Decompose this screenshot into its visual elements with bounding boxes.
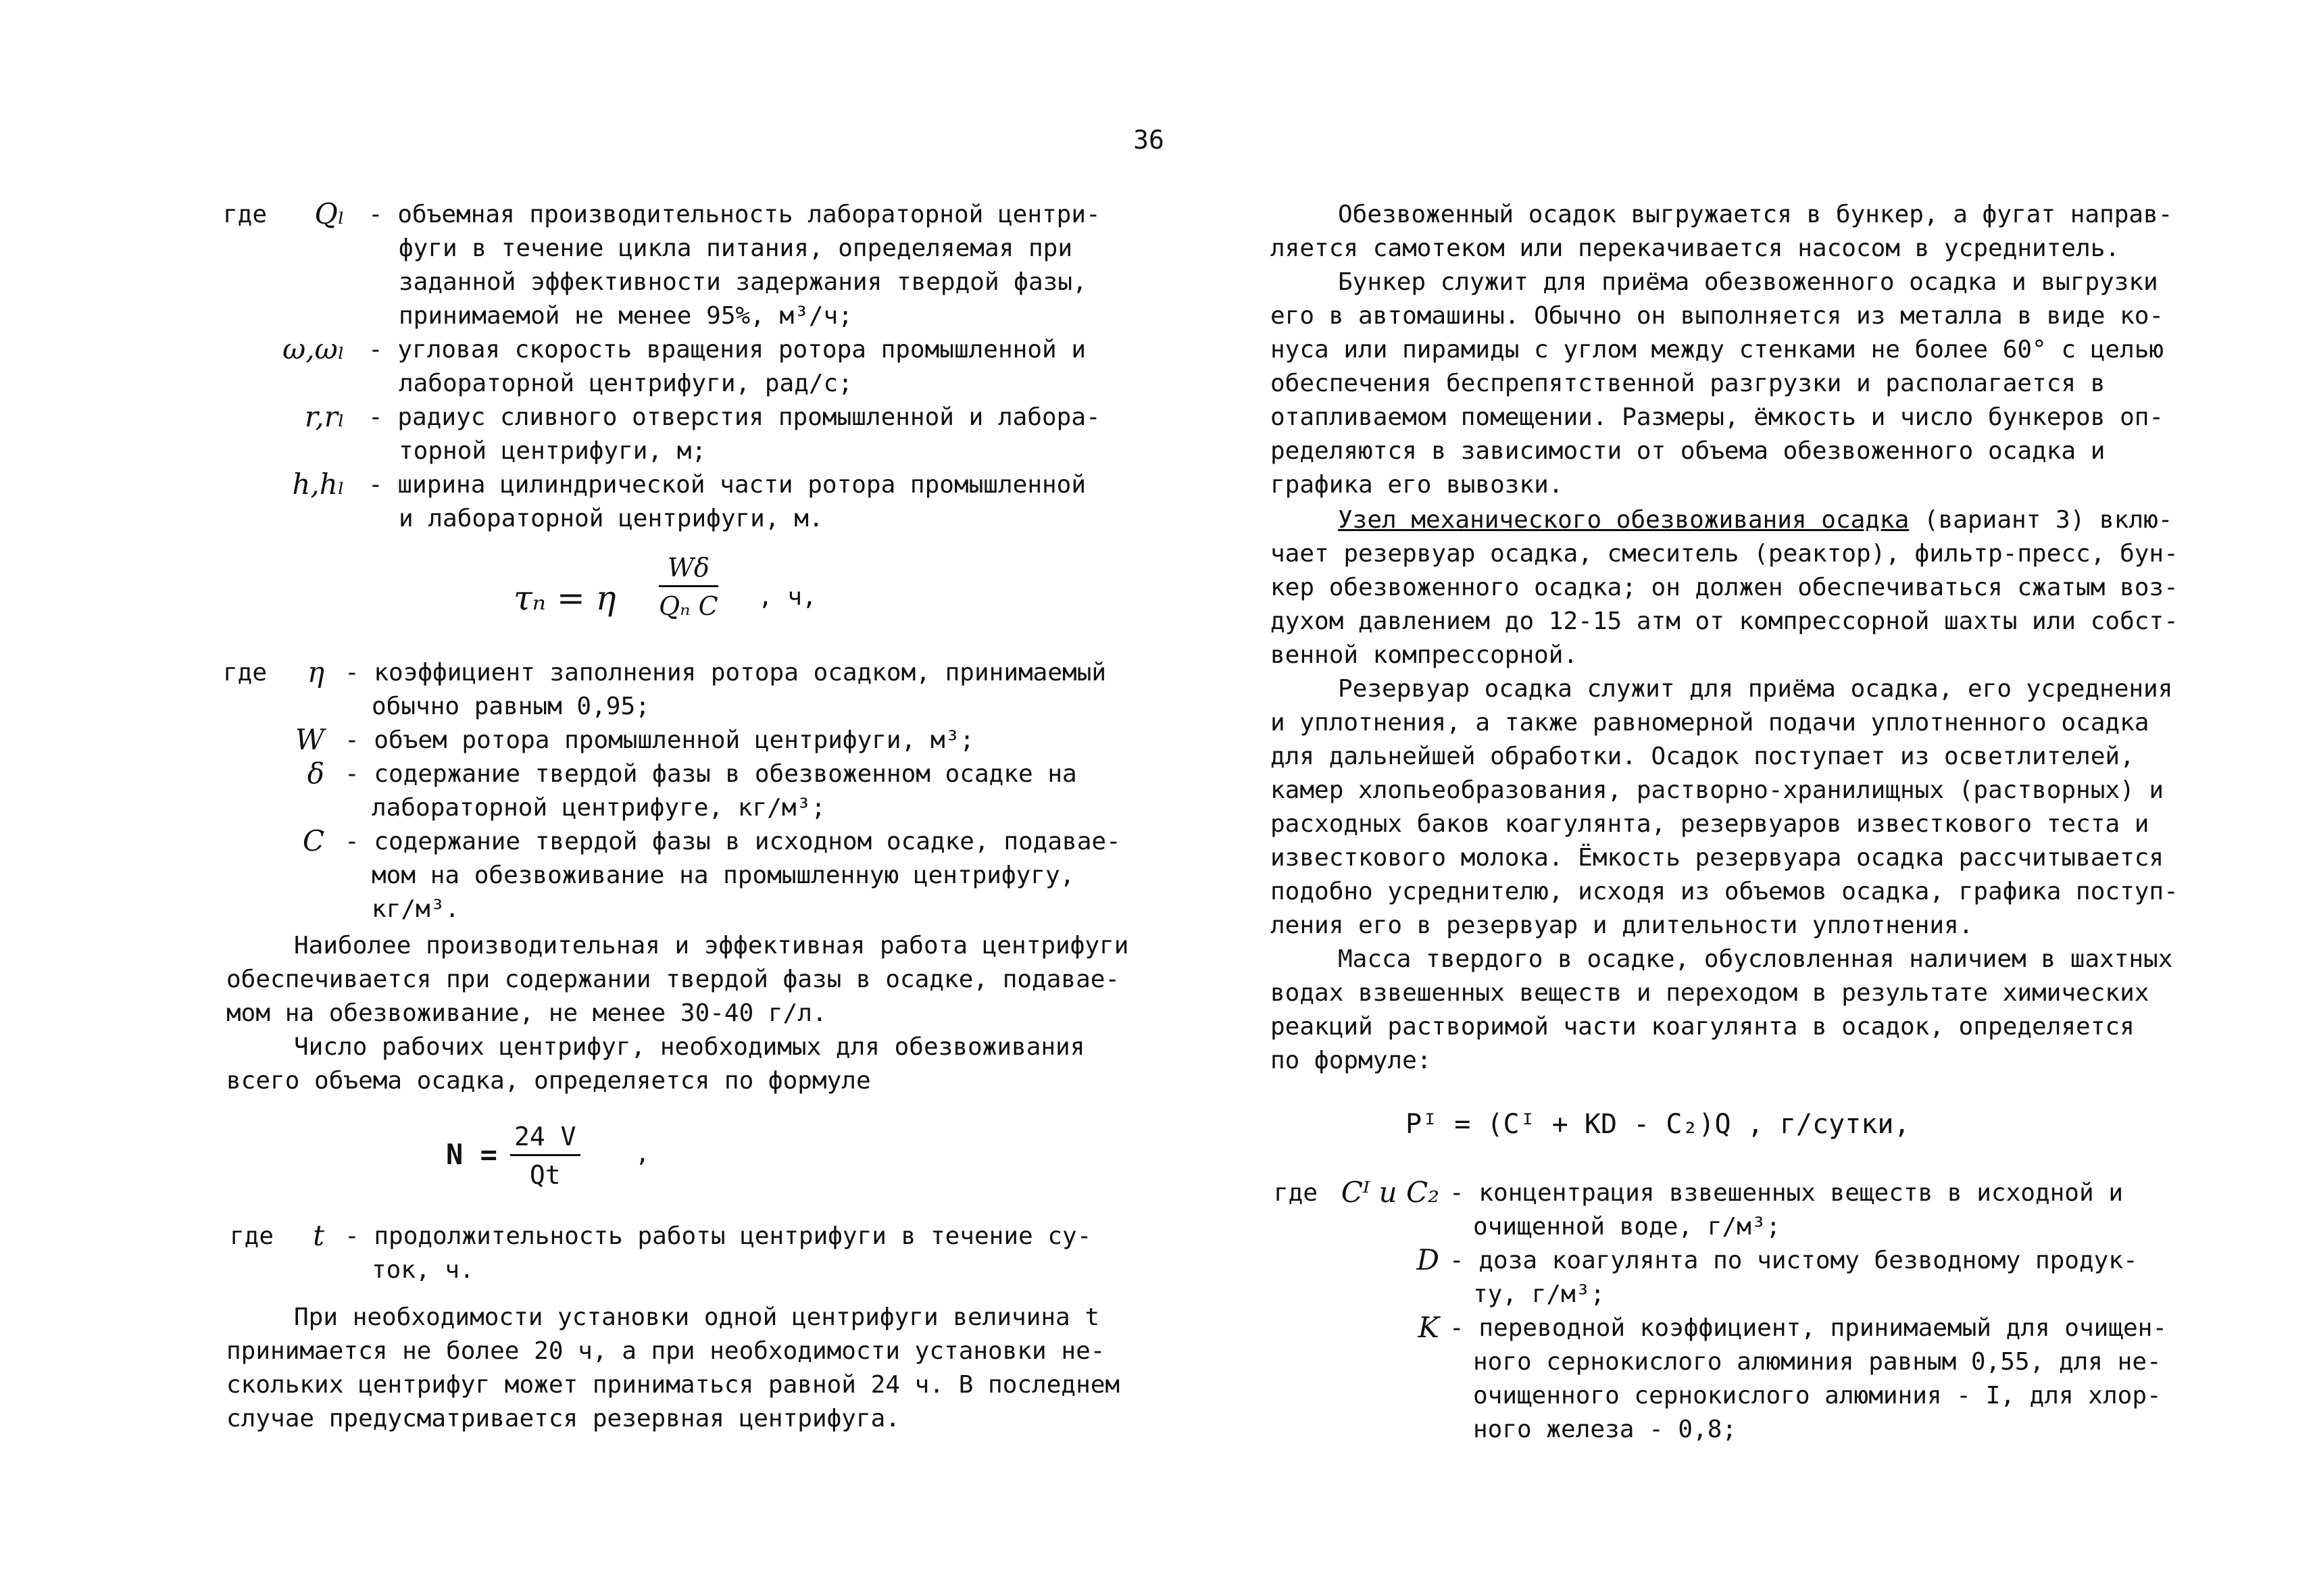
- formula-n-tail: ,: [635, 1140, 650, 1168]
- formula-tau-tail: , ч,: [758, 583, 817, 611]
- page-number: 36: [1133, 125, 1164, 155]
- def3-text: ток, ч.: [372, 1256, 474, 1284]
- def1-symbol: Qₗ: [314, 197, 345, 230]
- formula-tau-numerator: Wδ: [659, 553, 718, 587]
- def2-symbol: C: [302, 824, 324, 857]
- right-para4-line: ления его в резервуар и длительности уплотнения.: [1270, 912, 1974, 939]
- right-para5-line: по формуле:: [1270, 1047, 1432, 1074]
- def2-text: - содержание твердой фазы в исходном осадке, подавае-: [345, 828, 1121, 855]
- def4-text: ту, г/м³;: [1473, 1280, 1605, 1308]
- right-para4-line: и уплотнения, а также равномерной подачи уплотненного осадка: [1270, 709, 2149, 737]
- def1-text: принимаемой не менее 95%, м³/ч;: [399, 302, 853, 330]
- def3-symbol: t: [313, 1219, 324, 1252]
- def2-text: - коэффициент заполнения ротора осадком, принимаемый: [345, 659, 1107, 687]
- right-para1-line: Обезвоженный осадок выгружается в бункер, а фугат направ-: [1338, 201, 2173, 228]
- def2-symbol: η: [307, 655, 324, 689]
- left-para3-line: При необходимости установки одной центрифуги величина t: [294, 1303, 1100, 1331]
- def2-text: мом на обезвоживание на промышленную центрифугу,: [372, 862, 1075, 889]
- def2-text: - объем ротора промышленной центрифуги, м³;: [345, 726, 974, 754]
- def2-symbol: δ: [307, 757, 324, 790]
- right-para3-line: кер обезвоженного осадка; он должен обеспечиваться сжатым воз-: [1270, 574, 2179, 601]
- right-para2-line: графика его вывозки.: [1270, 471, 1564, 499]
- section-title-dewatering-unit: Узел механического обезвоживания осадка: [1338, 506, 1910, 534]
- def2-where-label: где: [223, 659, 268, 687]
- right-para2-line: Бункер служит для приёма обезвоженного осадка и выгрузки: [1338, 268, 2158, 296]
- def1-symbol: r,rₗ: [304, 400, 345, 433]
- def1-text: заданной эффективности задержания твердой фазы,: [399, 268, 1087, 296]
- def1-text: - объемная производительность лабораторной центри-: [368, 201, 1101, 228]
- def2-text: лабораторной центрифуге, кг/м³;: [372, 794, 826, 822]
- right-para4-line: расходных баков коагулянта, резервуаров известкового теста и: [1270, 810, 2149, 838]
- left-para3-line: случае предусматривается резервная центрифуга.: [226, 1405, 900, 1432]
- right-para4-line: подобно усреднителю, исходя из объемов осадка, графика поступ-: [1270, 878, 2179, 905]
- formula-n-numerator: 24 V: [510, 1122, 580, 1156]
- def1-text: фуги в течение цикла питания, определяемая при: [399, 234, 1072, 262]
- right-para3-first-rest: (вариант 3) вклю-: [1909, 506, 2173, 534]
- def4-text: очищенной воде, г/м³;: [1473, 1213, 1781, 1241]
- left-para3-line: скольких центрифуг может приниматься равной 24 ч. В последнем: [226, 1371, 1120, 1399]
- left-para1-line: мом на обезвоживание, не менее 30-40 г/л.: [226, 999, 827, 1027]
- def4-text: ного железа - 0,8;: [1473, 1416, 1737, 1443]
- def4-symbol: Cᴵ и C₂: [1341, 1176, 1439, 1209]
- def4-text: очищенного сернокислого алюминия - I, для хлор-: [1473, 1382, 2162, 1410]
- formula-n-lhs: N =: [446, 1138, 497, 1171]
- def4-text: ного сернокислого алюминия равным 0,55, для не-: [1473, 1348, 2162, 1376]
- right-para4-line: Резервуар осадка служит для приёма осадка, его усреднения: [1338, 675, 2173, 703]
- formula-n-denominator: Qt: [529, 1160, 561, 1190]
- def4-symbol: K: [1418, 1311, 1439, 1344]
- def3-text: - продолжительность работы центрифуги в течение су-: [345, 1222, 1092, 1250]
- right-para3-first-line: [1338, 508, 2172, 532]
- def1-text: - ширина цилиндрической части ротора промышленной: [368, 471, 1087, 499]
- def1-text: лабораторной центрифуги, рад/с;: [399, 370, 853, 397]
- def2-text: обычно равным 0,95;: [372, 693, 650, 720]
- formula-tau-lhs: τₙ = η: [514, 578, 616, 618]
- right-para3-line: духом давлением до 12-15 атм от компрессорной шахты или собст-: [1270, 607, 2179, 635]
- right-para1-line: ляется самотеком или перекачивается насосом в усреднитель.: [1270, 234, 2120, 262]
- def4-symbol: D: [1416, 1243, 1439, 1276]
- right-para5-line: Масса твердого в осадке, обусловленная наличием в шахтных: [1338, 945, 2173, 973]
- right-para2-line: ределяются в зависимости от объема обезвоженного осадка и: [1270, 437, 2106, 465]
- def1-symbol: ω,ωₗ: [282, 332, 345, 366]
- right-para5-line: реакций растворимой части коагулянта в осадок, определяется: [1270, 1013, 2135, 1041]
- left-para1-line: Наиболее производительная и эффективная работа центрифуги: [294, 932, 1129, 959]
- def1-text: - угловая скорость вращения ротора промышленной и: [368, 336, 1087, 364]
- right-para4-line: для дальнейшей обработки. Осадок поступает из осветлителей,: [1270, 743, 2135, 770]
- def1-where-label: где: [223, 201, 268, 228]
- right-para2-line: отапливаемом помещении. Размеры, ёмкость и число бункеров оп-: [1270, 403, 2164, 431]
- def1-symbol: h,hₗ: [292, 468, 345, 501]
- left-para3-line: принимается не более 20 ч, а при необходимости установки не-: [226, 1337, 1105, 1365]
- formula-tau-fraction: [659, 553, 718, 621]
- formula-n-fraction: [510, 1122, 580, 1190]
- def3-where-label: где: [230, 1222, 274, 1250]
- right-para4-line: известкового молока. Ёмкость резервуара осадка рассчитывается: [1270, 844, 2164, 872]
- right-para2-line: его в автомашины. Обычно он выполняется из металла в виде ко-: [1270, 302, 2164, 330]
- def4-text: - концентрация взвешенных веществ в исходной и: [1449, 1179, 2123, 1207]
- def1-text: и лабораторной центрифуги, м.: [399, 505, 824, 532]
- right-para3-line: чает резервуар осадка, смеситель (реактор), фильтр-пресс, бун-: [1270, 540, 2179, 568]
- def1-text: торной центрифуги, м;: [399, 437, 707, 465]
- def2-symbol: W: [295, 723, 324, 756]
- def4-text: - переводной коэффициент, принимаемый для очищен-: [1449, 1314, 2168, 1342]
- left-para2-line: всего объема осадка, определяется по формуле: [226, 1067, 871, 1095]
- right-para2-line: нуса или пирамиды с углом между стенками не более 60° с целью: [1270, 336, 2164, 364]
- right-para5-line: водах взвешенных веществ и переходом в результате химических: [1270, 979, 2149, 1007]
- right-para3-line: венной компрессорной.: [1270, 641, 1578, 669]
- def4-text: - доза коагулянта по чистому безводному продук-: [1449, 1247, 2138, 1274]
- formula-tau-denominator: Qₙ C: [659, 591, 718, 621]
- right-para2-line: обеспечения беспрепятственной разгрузки и располагается в: [1270, 370, 2106, 397]
- def4-where-label: где: [1274, 1179, 1318, 1207]
- left-para2-line: Число рабочих центрифуг, необходимых для обезвоживания: [294, 1033, 1085, 1061]
- right-para4-line: камер хлопьеобразования, растворно-хранилищных (растворных) и: [1270, 776, 2164, 804]
- def1-text: - радиус сливного отверстия промышленной и лабора-: [368, 403, 1101, 431]
- def2-text: кг/м³.: [372, 895, 460, 923]
- formula-p: Pᴵ = (Cᴵ + KD - C₂)Q , г/сутки,: [1405, 1109, 1910, 1140]
- left-para1-line: обеспечивается при содержании твердой фазы в осадке, подавае-: [226, 966, 1120, 993]
- def2-text: - содержание твердой фазы в обезвоженном осадке на: [345, 760, 1077, 788]
